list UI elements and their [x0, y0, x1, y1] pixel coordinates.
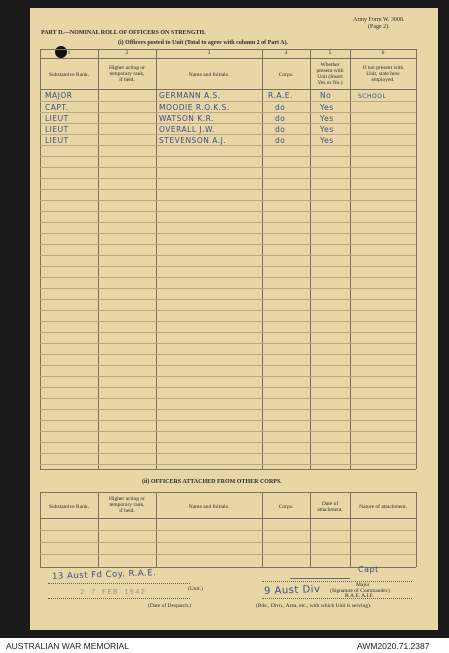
ruled-line [40, 145, 416, 146]
section-two-header-border [40, 518, 416, 519]
ruled-line [40, 398, 416, 399]
s2-header-nature: Nature of attachment. [359, 504, 407, 510]
s2-header-higher-rank-2: temporary rank, [109, 502, 145, 508]
row-corps: do [275, 103, 286, 112]
s2-ruled-line [40, 542, 416, 543]
row-name: OVERALL J.W. [159, 125, 215, 134]
s2-header-higher-rank-1: Higher acting or [108, 496, 146, 502]
section-two-top-border [40, 492, 416, 493]
header-higher-rank-3: if held. [119, 77, 135, 83]
row-present: Yes [320, 136, 334, 145]
footer-institution: AUSTRALIAN WAR MEMORIAL [6, 641, 129, 651]
ruled-line [40, 244, 416, 245]
table-right-border [416, 49, 417, 469]
row-name: STEVENSON A.J. [159, 136, 227, 145]
ruled-line [40, 277, 416, 278]
ruled-line [40, 211, 416, 212]
bde-handwritten: 9 Aust Div [263, 584, 321, 597]
ruled-line [40, 409, 416, 410]
row-name: GERMANN A.S. [159, 91, 221, 100]
signature-handwritten: Capt [358, 565, 379, 574]
header-employed-1: If not present with [362, 65, 404, 71]
s2-header-date-2: attachment. [317, 507, 343, 513]
ruled-line [40, 123, 416, 124]
header-present-4: Yes or No.) [317, 80, 343, 86]
header-present-1: Whether [320, 62, 340, 68]
ruled-line [40, 222, 416, 223]
s2-header-higher-rank-3: if held. [119, 508, 135, 514]
section-one-title: (i) Officers posted to Unit (Total to agree with column 2 of Part A). [118, 40, 288, 46]
ruled-line [40, 376, 416, 377]
unit-label: (Unit.) [188, 586, 203, 592]
row-present: Yes [320, 103, 334, 112]
col-number: 3 [207, 50, 211, 56]
s2-right-border [416, 492, 417, 567]
row-corps: do [275, 125, 286, 134]
header-row-border [40, 89, 416, 90]
signature-label: (Signature of Commander.) [330, 588, 391, 594]
major-label: Major [356, 582, 370, 588]
bde-label: (Bde., Divn., Area, etc., with which Unit is serving). [256, 603, 372, 609]
section-two-title: (ii) OFFICERS ATTACHED FROM OTHER CORPS. [142, 479, 282, 485]
row-name: MOODIE R.O.K.S. [159, 103, 230, 112]
s2-header-substantive-rank: Substantive Rank. [48, 504, 90, 510]
ruled-line [40, 387, 416, 388]
s2-header-date-1: Date of [321, 501, 339, 507]
ruled-line [40, 420, 416, 421]
ruled-line [40, 365, 416, 366]
bde-line [262, 598, 412, 599]
row-corps: do [275, 114, 286, 123]
col-number: 6 [381, 50, 385, 56]
ruled-line [40, 189, 416, 190]
footer-accession-number: AWM2020.71.2387 [357, 641, 430, 651]
ruled-line [40, 464, 416, 465]
row-employed: SCHOOL [358, 93, 387, 100]
ruled-line [40, 310, 416, 311]
ruled-line [40, 255, 416, 256]
ruled-line [40, 343, 416, 344]
header-corps: Corps. [278, 72, 294, 78]
ruled-line [40, 178, 416, 179]
ruled-line [40, 442, 416, 443]
row-rank: LIEUT [45, 114, 69, 123]
form-number: Army Form W. 3008. [353, 17, 405, 23]
number-row-border [40, 58, 416, 59]
ruled-line [40, 332, 416, 333]
row-corps: R.A.E. [268, 91, 293, 100]
page-number: (Page 2). [368, 24, 390, 30]
ruled-line [40, 200, 416, 201]
part-title: PART D.—NOMINAL ROLL OF OFFICERS ON STRENGTH. [41, 30, 206, 36]
s2-ruled-line [40, 530, 416, 531]
signature-scrawl [290, 568, 354, 579]
ruled-line [40, 112, 416, 113]
col-number: 5 [328, 50, 332, 56]
row-present: No [320, 91, 332, 100]
signature-line [262, 581, 412, 582]
ruled-line [40, 233, 416, 234]
ruled-line [40, 299, 416, 300]
header-present-2: present with [316, 68, 344, 74]
despatch-date-stamp: 2 7 FEB 1942 [80, 589, 147, 597]
row-rank: LIEUT [45, 136, 69, 145]
despatch-line [48, 598, 190, 599]
ruled-line [40, 321, 416, 322]
rae-aif-label: R.A.E. A.I.F. [345, 593, 374, 599]
s2-header-corps: Corps. [278, 504, 294, 510]
section-one-bottom-border [40, 469, 416, 470]
col-number: 1 [67, 50, 71, 56]
header-higher-rank-2: temporary rank, [109, 71, 145, 77]
row-rank: MAJOR [45, 91, 73, 100]
header-name: Name and Initials. [188, 72, 230, 78]
col-number: 2 [125, 50, 129, 56]
row-name: WATSON K.R. [159, 114, 214, 123]
col-number: 4 [284, 50, 288, 56]
row-rank: CAPT. [45, 103, 69, 112]
ruled-line [40, 156, 416, 157]
header-employed-2: Unit, state how [366, 71, 400, 77]
header-substantive-rank: Substantive Rank. [48, 72, 90, 78]
ruled-line [40, 134, 416, 135]
row-present: Yes [320, 114, 334, 123]
unit-line [48, 583, 190, 584]
ruled-line [40, 453, 416, 454]
ruled-line [40, 167, 416, 168]
despatch-label: (Date of Despatch.) [148, 603, 192, 609]
row-rank: LIEUT [45, 125, 69, 134]
unit-handwritten: 13 Aust Fd Coy. R.A.E. [51, 568, 157, 582]
row-corps: do [275, 136, 286, 145]
row-present: Yes [320, 125, 334, 134]
s2-header-name: Name and Initials. [188, 504, 230, 510]
header-higher-rank-1: Higher acting or [108, 65, 146, 71]
ruled-line [40, 101, 416, 102]
header-present-3: Unit (Insert [317, 74, 343, 80]
ruled-line [40, 288, 416, 289]
ruled-line [40, 266, 416, 267]
ruled-line [40, 431, 416, 432]
s2-ruled-line [40, 554, 416, 555]
ruled-line [40, 354, 416, 355]
header-employed-3: employed. [371, 77, 395, 83]
